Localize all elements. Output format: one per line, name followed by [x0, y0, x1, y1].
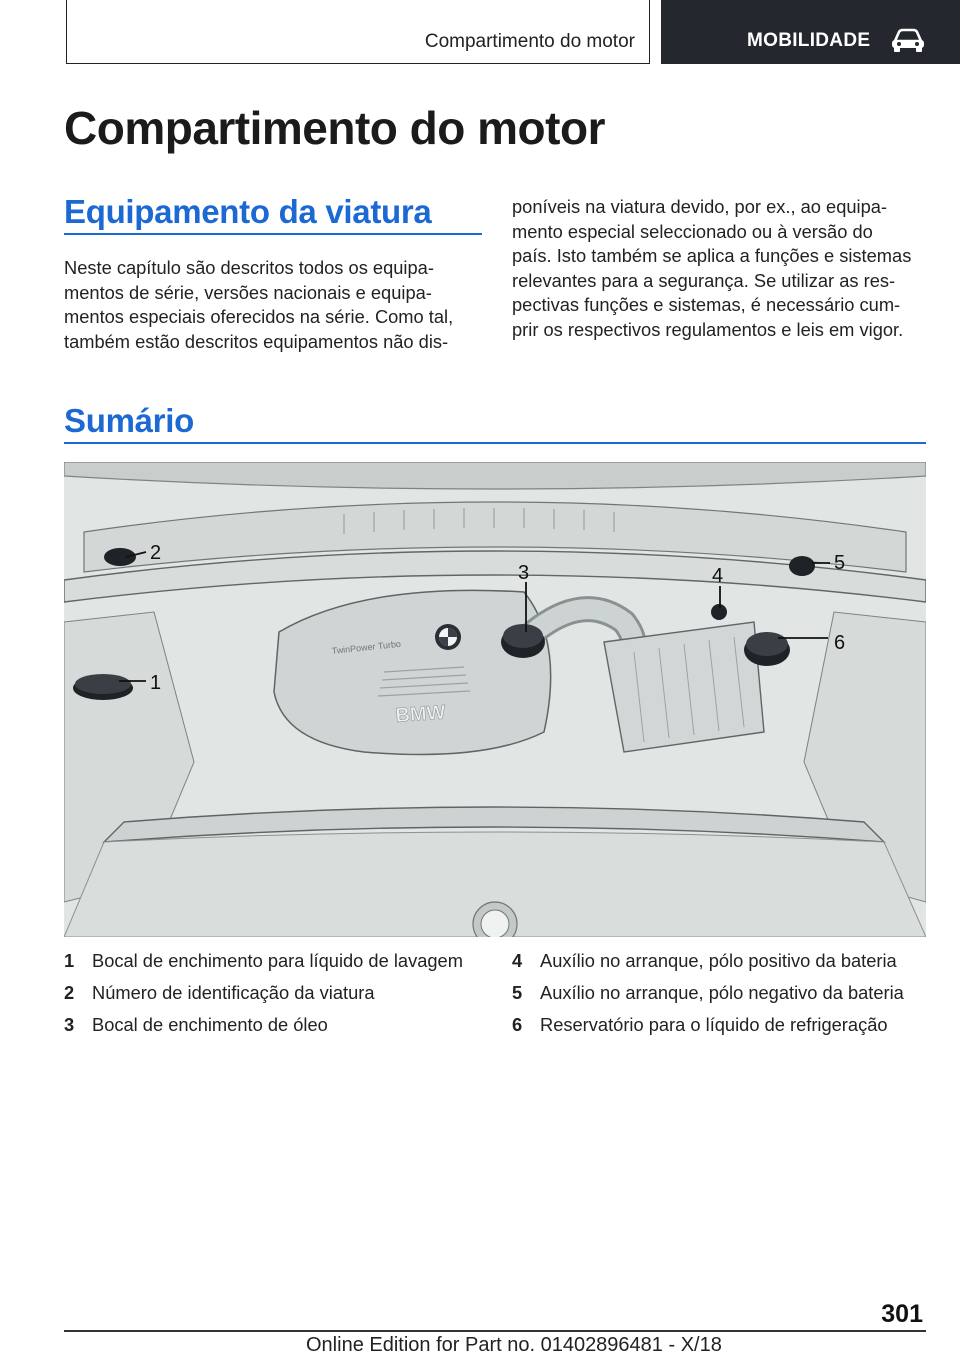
header-chapter-label: MOBILIDADE — [747, 30, 871, 51]
section-title-sumario: Sumário — [64, 402, 194, 439]
page-title: Compartimento do motor — [64, 102, 605, 154]
running-header-chapter — [661, 0, 960, 64]
section-title-equipamento: Equipamento da viatura — [64, 193, 432, 230]
figure-legend-right: 4 Auxílio no arranque, pólo positivo da bateria 5 Auxílio no arranque, pólo negativo da bateria 6 Reservatório para o líquido de refrigeração — [512, 950, 904, 1035]
callout-4: 4 — [712, 565, 724, 587]
callout-2: 2 — [150, 542, 162, 564]
page-number: 301 — [881, 1300, 923, 1328]
section-rule — [64, 442, 926, 444]
header-section-label: Compartimento do motor — [424, 31, 635, 52]
figure-legend-left: 1 Bocal de enchimento para líquido de lavagem 2 Número de identificação da viatura 3 Bocal de enchimento de óleo — [64, 950, 463, 1035]
engine-compartment-illustration — [64, 462, 926, 937]
footer-edition-note: Online Edition for Part no. 01402896481 - X/18 — [306, 1334, 722, 1356]
callout-6: 6 — [834, 632, 846, 654]
running-header-section — [66, 0, 650, 64]
engine-brand: BMW — [394, 701, 447, 727]
section-rule — [64, 233, 482, 235]
engine-label: TwinPower Turbo — [331, 638, 402, 656]
footer-rule — [64, 1330, 926, 1332]
intro-text-right: poníveis na viatura devido, por ex., ao equipa- mento especial seleccionado ou à versão do país. Isto também se aplica a funções e sistemas relevantes para a segurança. Se utilizar as res- pectivas funções e sistemas, é necessário cum- prir os respectivos regulamentos e leis em vigor. — [512, 196, 912, 340]
intro-text-left: Neste capítulo são descritos todos os equipa- mentos de série, versões nacionais e equipa- mentos especiais oferecidos na série. Como tal, também estão descritos equipamentos não dis- — [64, 257, 454, 352]
callout-3: 3 — [518, 562, 530, 584]
callout-5: 5 — [834, 552, 846, 574]
callout-1: 1 — [150, 672, 162, 694]
car-icon — [890, 27, 926, 53]
